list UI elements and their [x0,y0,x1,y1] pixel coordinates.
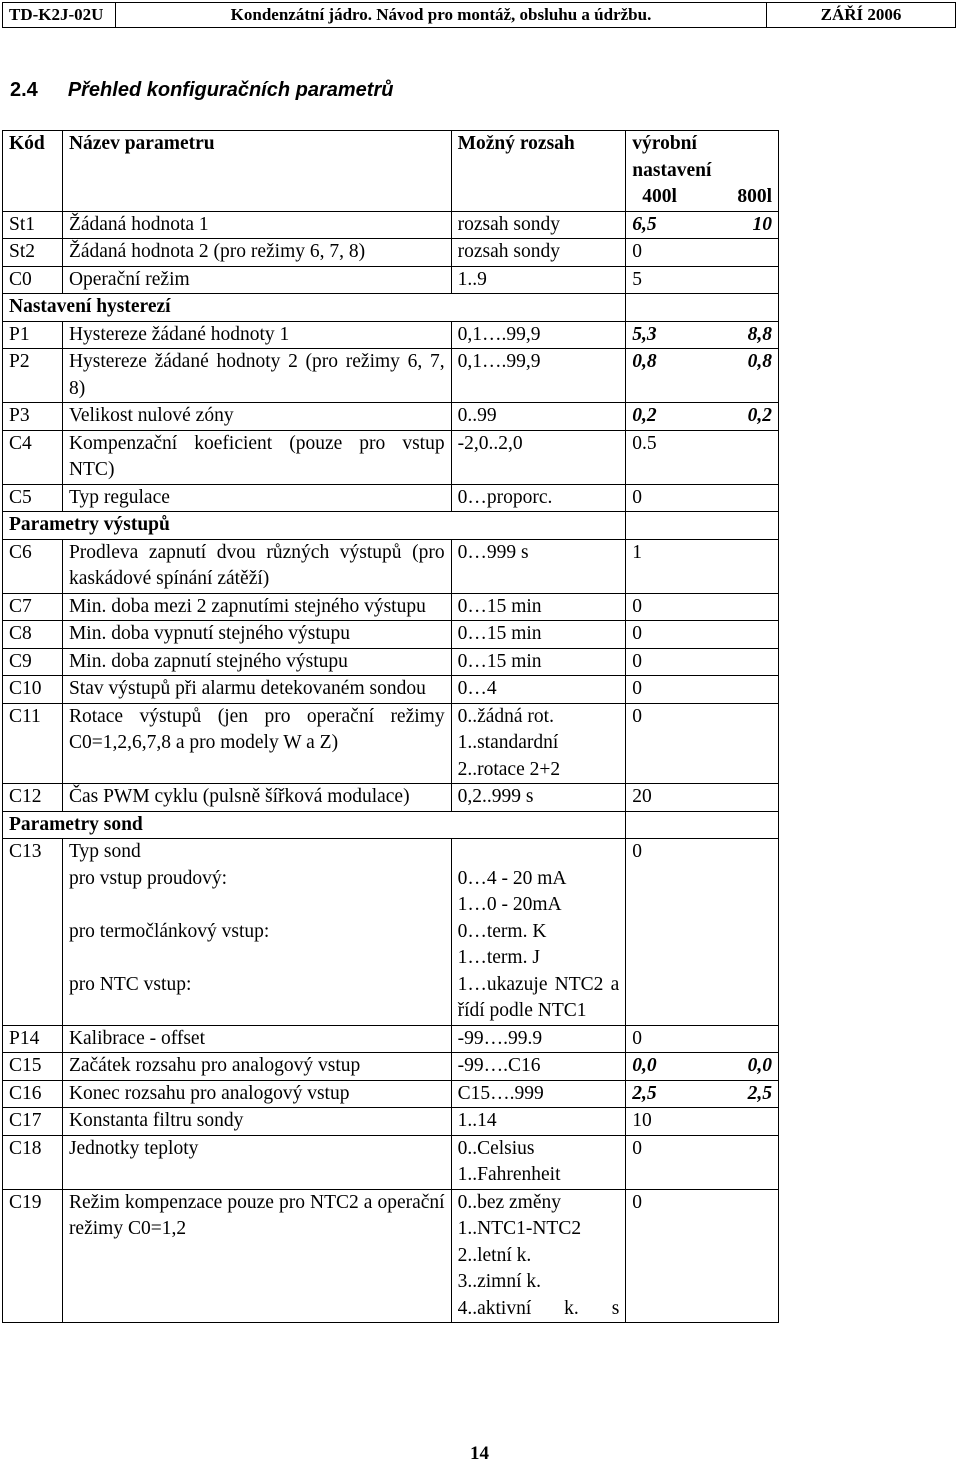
range-option: 1…ukazuje NTC2 a řídí podle NTC1 [457,973,620,1021]
param-range: rozsah sondy [451,239,626,267]
range-option: 3..zimní k. [457,1271,542,1292]
param-range: 0…proporc. [451,484,626,512]
param-range: 0..99 [451,403,626,431]
param-default: 0 [626,621,779,649]
param-name: Rotace výstupů (jen pro operační režimy C0=1,2,6,7,8 a pro modely W a Z) [62,703,451,784]
param-code: C17 [3,1108,63,1136]
default-400: 2,5 [632,1082,657,1104]
range-option: 0…4 - 20 mA [457,867,567,889]
param-code: C8 [3,621,63,649]
param-range: 0,1….99,9 [451,349,626,403]
parameters-table [2,130,779,1323]
col-header-range: Možný rozsah [451,131,626,212]
table-row [3,239,779,267]
param-name: Kalibrace - offset [62,1025,451,1053]
param-name [62,839,451,1026]
table-row [3,403,779,431]
param-default: 0 [626,1135,779,1189]
param-code: C5 [3,484,63,512]
param-name: Konstanta filtru sondy [62,1108,451,1136]
param-range: 0…15 min [451,593,626,621]
param-name: Hystereze žádané hodnoty 2 (pro režimy 6, 7, 8) [62,349,451,403]
param-name: Hystereze žádané hodnoty 1 [62,321,451,349]
param-code: C9 [3,648,63,676]
range-option: 4..aktivní k. s [457,1297,620,1319]
default-800: 10 [752,213,772,235]
probe-type-ntc: pro NTC vstup: [68,973,192,995]
param-code: C12 [3,784,63,812]
param-code: C10 [3,676,63,704]
table-row [3,266,779,294]
param-code: P14 [3,1025,63,1053]
group-heading-hysteresis: Nastavení hysterezí [3,294,626,322]
param-range [451,1189,626,1323]
range-option: 1..Fahrenheit [457,1164,561,1185]
table-row [3,593,779,621]
range-option: 0…term. K [457,920,547,942]
param-default: 0 [626,593,779,621]
col-header-800: 800l [737,186,772,207]
group-row [3,512,779,540]
section-title [10,79,393,102]
param-range: 1..14 [451,1108,626,1136]
param-default: 0.5 [626,430,779,484]
table-row [3,676,779,704]
range-option: 1…0 - 20mA [457,894,562,915]
range-option: 1…term. J [457,947,540,968]
param-name: Začátek rozsahu pro analogový vstup [62,1053,451,1081]
param-default: 0 [626,648,779,676]
group-heading-probes: Parametry sond [3,811,626,839]
table-row [3,430,779,484]
table-row [3,349,779,403]
param-range [451,1135,626,1189]
param-range: 0…15 min [451,648,626,676]
param-code: C4 [3,430,63,484]
table-header-row [3,131,779,212]
param-name: Min. doba zapnutí stejného výstupu [62,648,451,676]
param-range: 0…999 s [451,539,626,593]
default-800: 0,2 [747,405,772,426]
param-code: C15 [3,1053,63,1081]
param-default [626,349,779,403]
range-option: 2..letní k. [457,1244,532,1266]
param-default: 1 [626,539,779,593]
default-400: 0,0 [632,1055,657,1076]
param-code: P3 [3,403,63,431]
param-default: 0 [626,839,779,1026]
param-range [451,839,626,1026]
param-name: Režim kompenzace pouze pro NTC2 a operační režimy C0=1,2 [62,1189,451,1323]
param-default: 0 [626,484,779,512]
default-400: 0,2 [632,405,657,426]
param-name: Žádaná hodnota 2 (pro režimy 6, 7, 8) [62,239,451,267]
param-range [451,703,626,784]
param-code: St1 [3,211,63,239]
table-row [3,1080,779,1108]
param-name: Stav výstupů při alarmu detekovaném sondou [62,676,451,704]
default-800: 0,8 [747,351,772,372]
col-header-default-line2: nastavení [632,159,712,181]
table-row [3,539,779,593]
param-default: 0 [626,1025,779,1053]
group-row [3,811,779,839]
section-number: 2.4 [10,79,38,101]
param-code: P1 [3,321,63,349]
col-header-default-line1: výrobní [632,133,697,154]
range-option: 1..standardní [457,732,559,753]
param-code: C0 [3,266,63,294]
table-row [3,1135,779,1189]
doc-date: ZÁŘÍ 2006 [767,3,956,28]
range-option: 2..rotace 2+2 [457,758,561,780]
table-row [3,1025,779,1053]
param-range: 1..9 [451,266,626,294]
group-heading-outputs: Parametry výstupů [3,512,626,540]
default-400: 5,3 [632,323,657,345]
param-name: Prodleva zapnutí dvou různých výstupů (pro kaskádové spínání zátěží) [62,539,451,593]
param-code: C7 [3,593,63,621]
table-row [3,321,779,349]
table-row [3,1053,779,1081]
default-400: 0,8 [632,351,657,372]
param-range: rozsah sondy [451,211,626,239]
param-name: Konec rozsahu pro analogový vstup [62,1080,451,1108]
page-number: 14 [470,1443,489,1464]
param-range: -99….C16 [451,1053,626,1081]
param-name: Kompenzační koeficient (pouze pro vstup NTC) [62,430,451,484]
param-code: C18 [3,1135,63,1189]
col-header-default [626,131,779,212]
param-code: C11 [3,703,63,784]
default-800: 2,5 [747,1082,772,1104]
table-row [3,648,779,676]
default-800: 0,0 [747,1055,772,1076]
table-row [3,839,779,1026]
param-code: C13 [3,839,63,1026]
param-default: 10 [626,1108,779,1136]
table-row [3,784,779,812]
table-row [3,484,779,512]
doc-title: Kondenzátní jádro. Návod pro montáž, obsluhu a údržbu. [116,3,767,28]
default-800: 8,8 [747,323,772,345]
param-name: Jednotky teploty [62,1135,451,1189]
param-default [626,211,779,239]
param-range: -99….99.9 [451,1025,626,1053]
table-row [3,621,779,649]
param-range: 0…4 [451,676,626,704]
param-name: Žádaná hodnota 1 [62,211,451,239]
param-name: Min. doba mezi 2 zapnutími stejného výstupu [62,593,451,621]
param-range: 0…15 min [451,621,626,649]
range-option: 1..NTC1-NTC2 [457,1218,582,1239]
param-code: P2 [3,349,63,403]
param-code: C19 [3,1189,63,1323]
table-row [3,1189,779,1323]
col-header-400: 400l [642,186,677,207]
param-name: Operační režim [62,266,451,294]
param-default [626,1053,779,1081]
param-range: 0,2..999 s [451,784,626,812]
group-row [3,294,779,322]
param-range: -2,0..2,0 [451,430,626,484]
param-name: Typ regulace [62,484,451,512]
param-range: 0,1….99,9 [451,321,626,349]
range-option: 0..Celsius [457,1137,535,1159]
param-default [626,1080,779,1108]
param-range: C15….999 [451,1080,626,1108]
table-row [3,211,779,239]
table-row [3,703,779,784]
param-default: 5 [626,266,779,294]
range-option: 0..žádná rot. [457,705,554,727]
col-header-name: Název parametru [62,131,451,212]
col-header-default-models [632,184,772,211]
param-code: C6 [3,539,63,593]
param-default: 0 [626,239,779,267]
range-option: 0..bez změny [457,1191,562,1213]
param-code: C16 [3,1080,63,1108]
param-name: Velikost nulové zóny [62,403,451,431]
probe-type-current: pro vstup proudový: [68,867,228,889]
param-name: Čas PWM cyklu (pulsně šířková modulace) [62,784,451,812]
section-title-text: Přehled konfiguračních parametrů [67,79,394,101]
document-header [2,2,956,28]
param-default: 0 [626,676,779,704]
col-header-code: Kód [3,131,63,212]
param-default: 0 [626,1189,779,1323]
param-name: Min. doba vypnutí stejného výstupu [62,621,451,649]
param-default: 0 [626,703,779,784]
doc-code: TD-K2J-02U [3,3,116,28]
table-row [3,1108,779,1136]
default-400: 6,5 [632,213,657,235]
param-default [626,321,779,349]
param-name-main: Typ sond [68,841,141,862]
param-default: 20 [626,784,779,812]
probe-type-thermocouple: pro termočlánkový vstup: [68,920,270,942]
param-code: St2 [3,239,63,267]
param-default [626,403,779,431]
